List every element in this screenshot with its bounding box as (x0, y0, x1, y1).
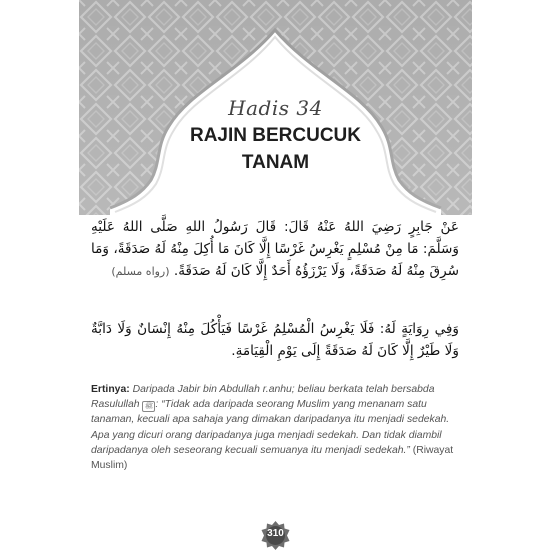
salawat-symbol-icon: ﷺ (142, 401, 155, 412)
page-number: 310 (267, 528, 284, 539)
chapter-title-line2: TANAM (241, 152, 310, 173)
chapter-title-line1: RAJIN BERCUCUK (189, 125, 361, 146)
translation-label: Ertinya: (91, 384, 130, 395)
book-page (79, 0, 472, 553)
translation-paragraph (91, 382, 461, 473)
arabic-narrator-note: (رواه مسلم) (111, 265, 170, 278)
arabic-second-narration: وَفِي رِوَايَةٍ لَهُ: فَلَا يَغْرِسُ الْمُسْلِمُ غَرْسًا فَيَأْكُلَ مِنْهُ إِنْسَانٌ وَلَا دَابَّةٌ وَلَا طَيْرٌ إِلَّا كَانَ لَهُ صَدَقَةً إِلَى يَوْمِ الْقِيَامَةِ. (91, 321, 459, 359)
translation-text-part2: : “Tidak ada daripada seorang Muslim yang menanam satu tanaman, kecuali apa sahaja yang dimakan daripadanya itu menjadi sedekah. Apa yang dicuri orang daripadanya juga menjadi sedekah. Dan tidak diambil daripadanya oleh seseorang kecuali semuanya itu menjadi sedekah.” (91, 399, 450, 456)
arabic-main-text: عَنْ جَابِرٍ رَضِيَ اللهُ عَنْهُ قَالَ: قَالَ رَسُولُ اللهِ صَلَّى اللهُ عَلَيْهِ وَسَلَّمَ: مَا مِنْ مُسْلِمٍ يَغْرِسُ غَرْسًا إِلَّا كَانَ مَا أُكِلَ مِنْهُ لَهُ صَدَقَةً، وَمَا سُرِقَ مِنْهُ لَهُ صَدَقَةً، وَلَا يَرْزَؤُهُ أَحَدٌ إِلَّا كَانَ لَهُ صَدَقَةً. (91, 219, 459, 279)
title-block (79, 96, 472, 174)
hadis-number: Hadis 34 (228, 96, 323, 120)
arabic-hadith-text (91, 216, 459, 283)
translation-source: (Riwayat Muslim) (91, 444, 454, 472)
translation-text-part1: Daripada Jabir bin Abdullah r.anhu; beliau berkata telah bersabda Rasulullah (91, 384, 435, 411)
